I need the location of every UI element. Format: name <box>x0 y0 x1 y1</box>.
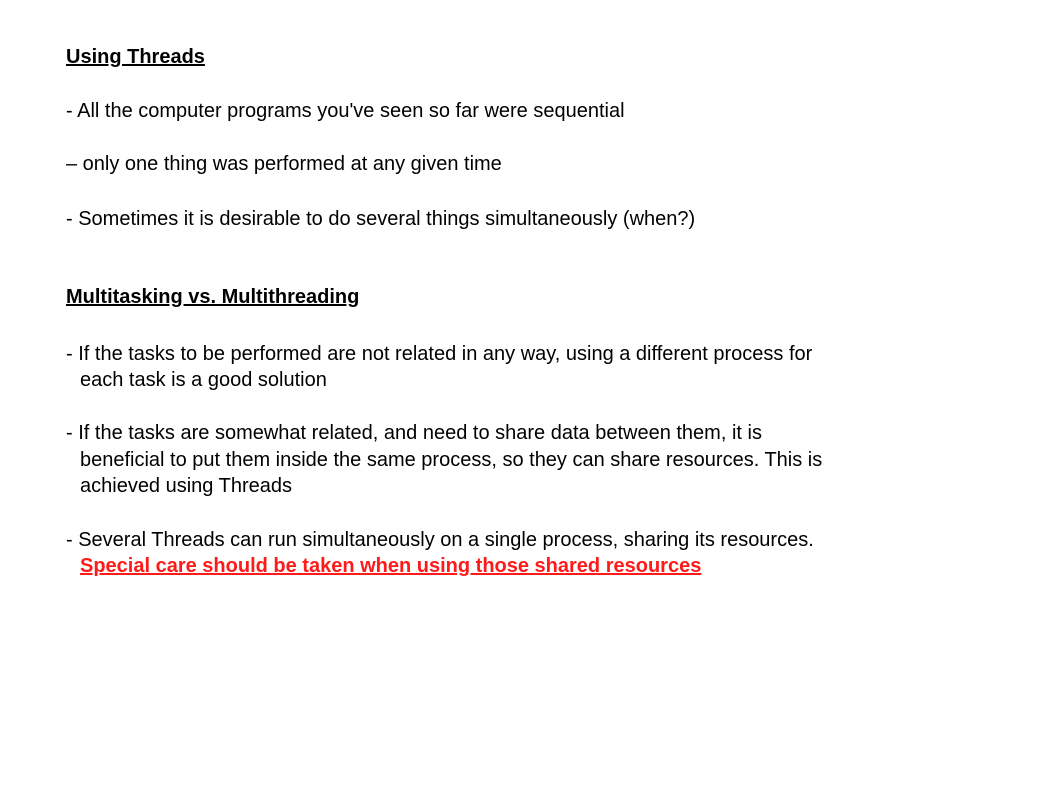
bullet-one-thing-at-a-time: – only one thing was performed at any given time <box>66 153 502 175</box>
bullet-related-tasks-line2: beneficial to put them inside the same process, so they can share resources. This is <box>80 449 823 471</box>
heading-using-threads: Using Threads <box>66 46 205 68</box>
heading-multitasking-vs-multithreading: Multitasking vs. Multithreading <box>66 286 360 308</box>
bullet-related-tasks-line3: achieved using Threads <box>80 475 292 497</box>
bullet-related-tasks-line1: - If the tasks are somewhat related, and need to share data between them, it is <box>66 422 762 444</box>
bullet-unrelated-tasks-line1: - If the tasks to be performed are not related in any way, using a different process for <box>66 343 813 365</box>
shared-resources-warning: Special care should be taken when using those shared resources <box>80 555 702 577</box>
bullet-several-threads-line1: - Several Threads can run simultaneously on a single process, sharing its resources. <box>66 529 814 551</box>
bullet-simultaneous-things: - Sometimes it is desirable to do several things simultaneously (when?) <box>66 208 696 230</box>
bullet-sequential-programs: - All the computer programs you've seen so far were sequential <box>66 100 625 122</box>
bullet-unrelated-tasks-line2: each task is a good solution <box>80 369 327 391</box>
